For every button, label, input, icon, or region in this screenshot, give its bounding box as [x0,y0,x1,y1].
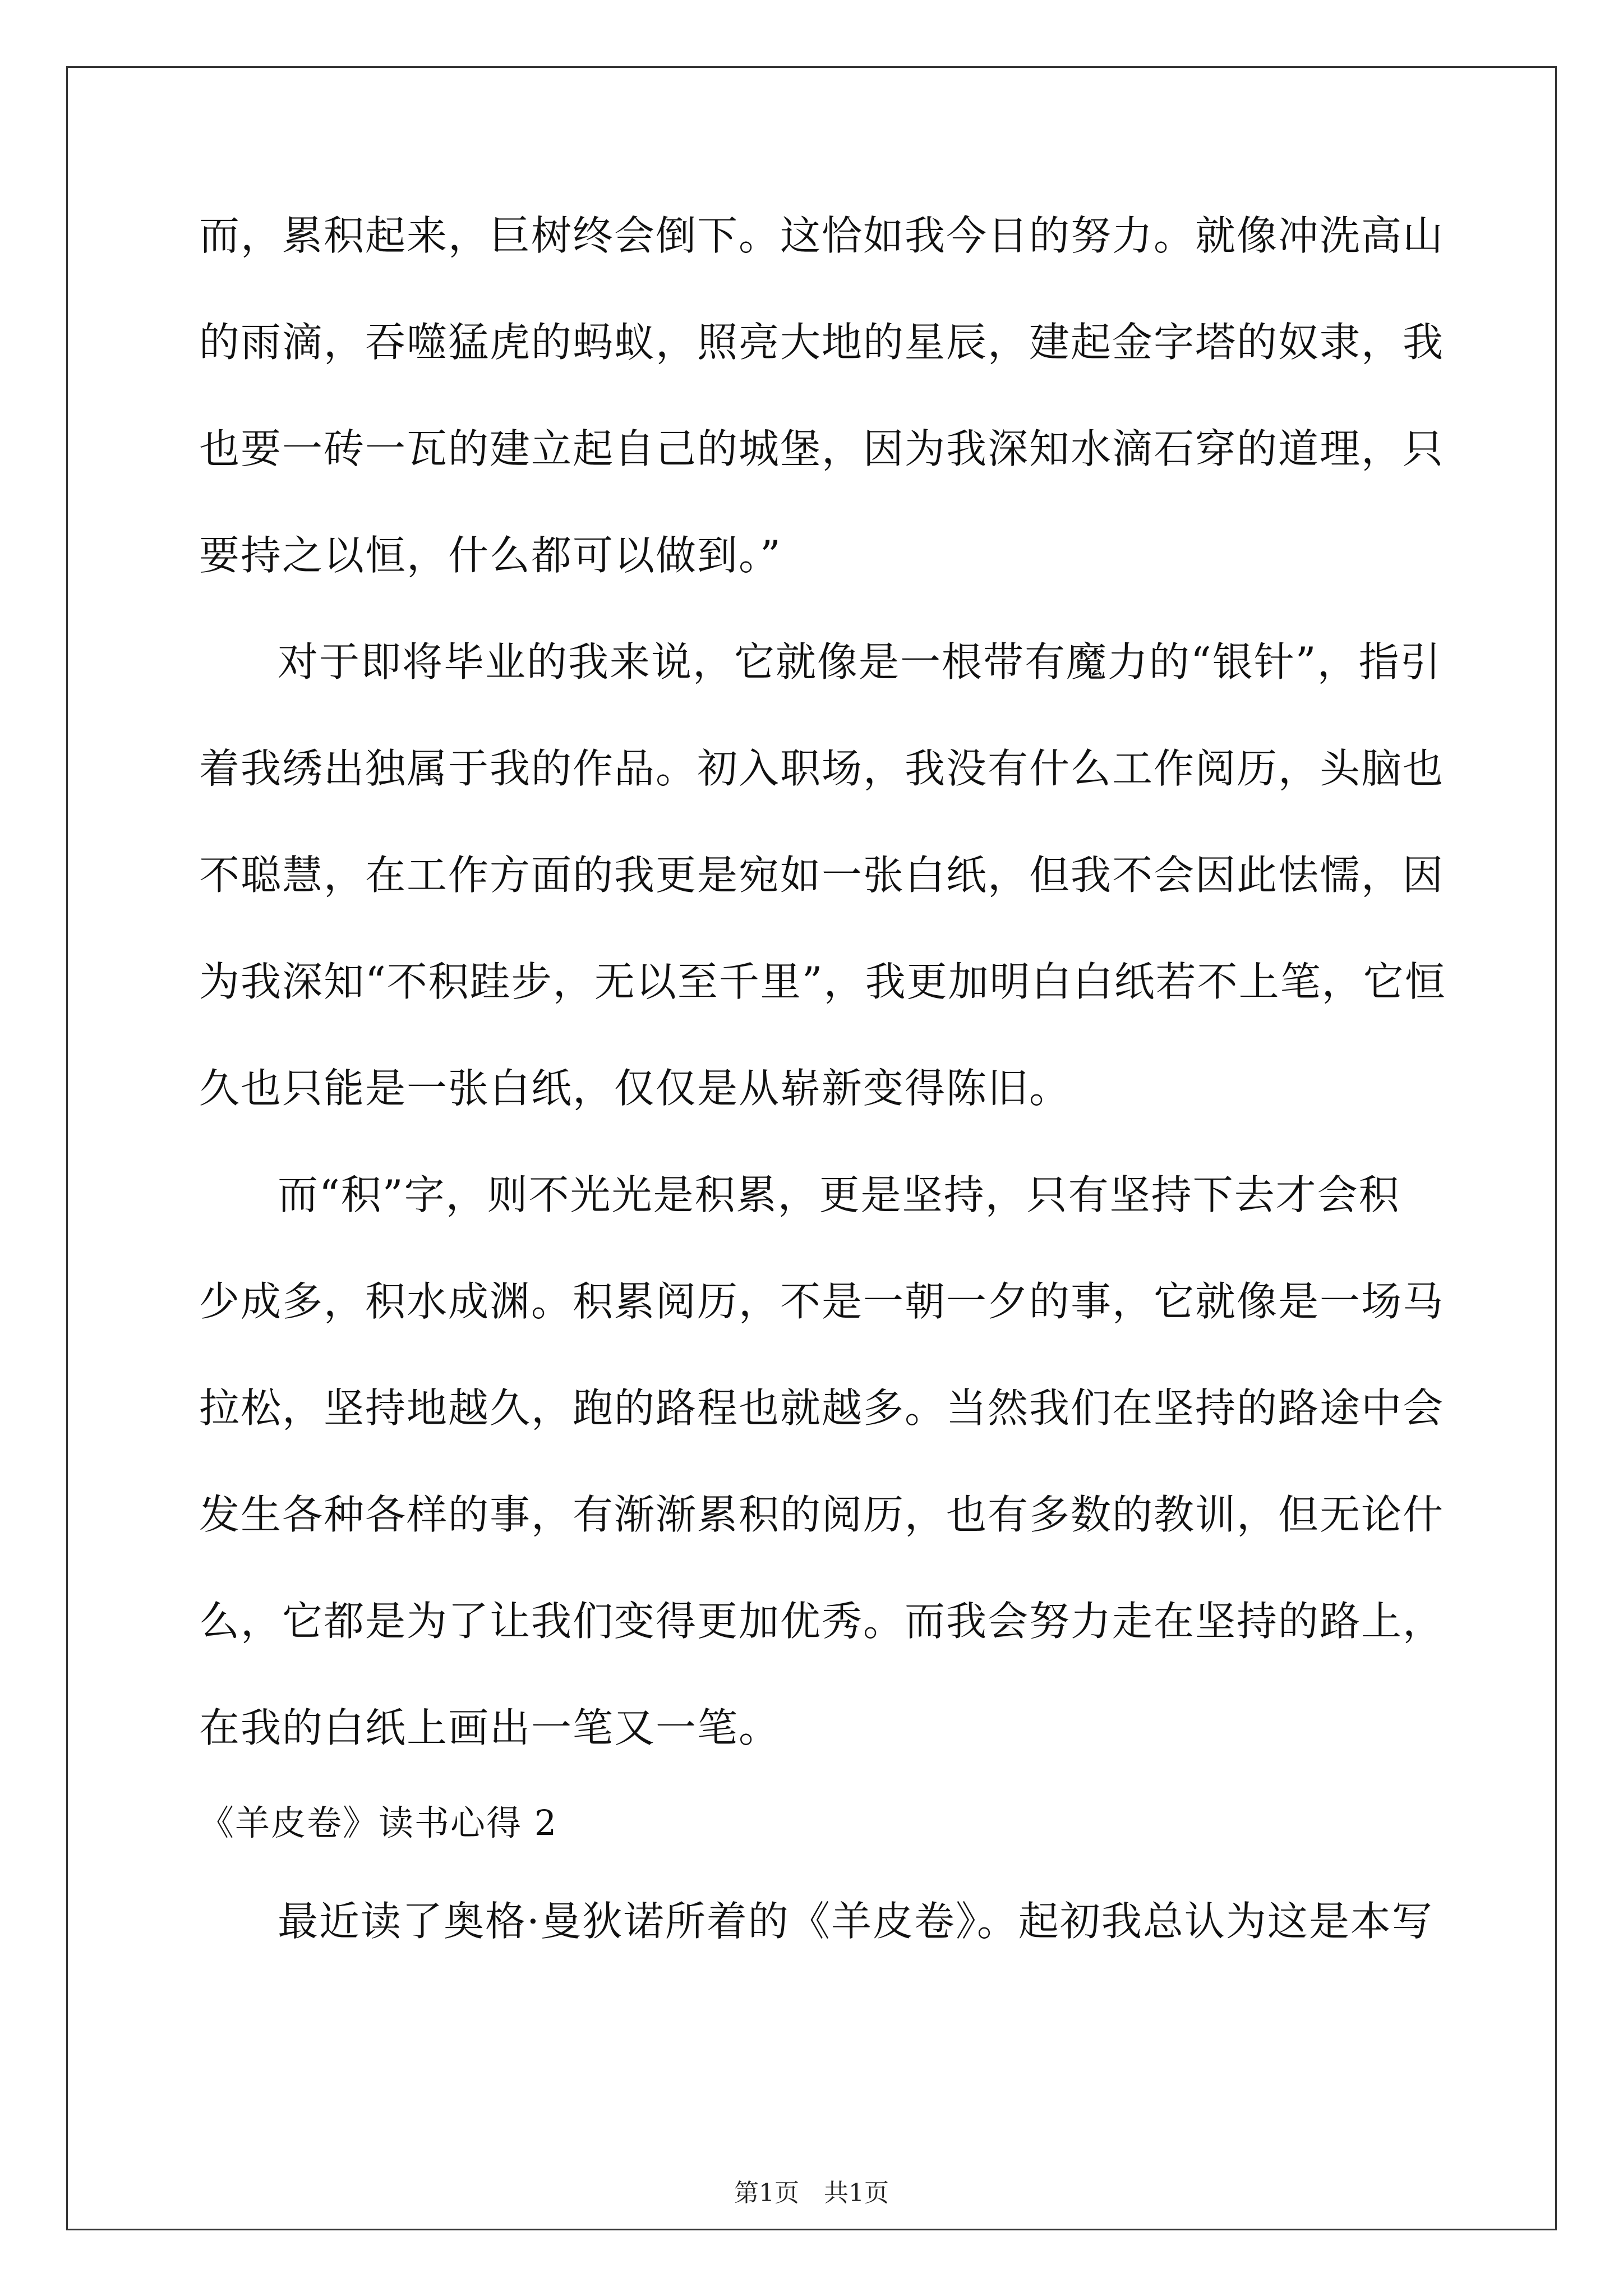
text-line: 拉松，坚持地越久，跑的路程也就越多。当然我们在坚持的路途中会 [199,1384,1445,1432]
text-line: 少成多，积水成渊。积累阅历，不是一朝一夕的事，它就像是一场马 [199,1278,1445,1325]
text-line: 久也只能是一张白纸，仅仅是从崭新变得陈旧。 [199,1065,1071,1112]
page-footer: 第1页 共1页 [734,2179,889,2207]
text-line: 而，累积起来，巨树终会倒下。这恰如我今日的努力。就像冲洗高山 [199,212,1445,259]
text-line: 也要一砖一瓦的建立起自己的城堡，因为我深知水滴石穿的道理，只 [199,425,1445,472]
paragraph-start: 对于即将毕业的我来说，它就像是一根带有魔力的“银针”，指引 [278,638,1442,685]
section-heading: 《羊皮卷》读书心得 2 [199,1802,558,1843]
text-line: 着我绣出独属于我的作品。初入职场，我没有什么工作阅历，头脑也 [199,745,1445,792]
text-line: 要持之以恒，什么都可以做到。” [199,532,782,579]
text-line: 发生各种各样的事，有渐渐累积的阅历，也有多数的教训，但无论什 [199,1491,1445,1538]
text-line: 为我深知“不积跬步，无以至千里”，我更加明白白纸若不上笔，它恒 [199,958,1446,1005]
text-line: 不聪慧，在工作方面的我更是宛如一张白纸，但我不会因此怯懦，因 [199,852,1445,899]
text-line: 在我的白纸上画出一笔又一笔。 [199,1704,781,1751]
paragraph-start: 最近读了奥格·曼狄诺所着的《羊皮卷》。起初我总认为这是本写 [278,1898,1433,1945]
paragraph-start: 而“积”字，则不光光是积累，更是坚持，只有坚持下去才会积 [278,1171,1400,1218]
text-line: 么，它都是为了让我们变得更加优秀。而我会努力走在坚持的路上， [199,1598,1445,1645]
text-line: 的雨滴，吞噬猛虎的蚂蚁，照亮大地的星辰，建起金字塔的奴隶，我 [199,319,1445,366]
